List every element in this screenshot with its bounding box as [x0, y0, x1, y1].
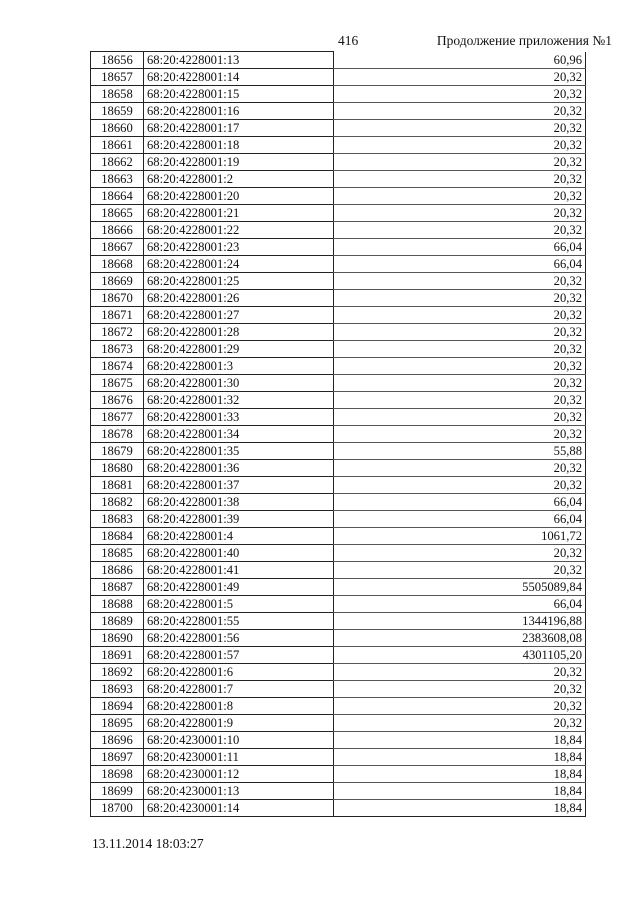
value-text: 20,32	[553, 699, 582, 713]
record-number: 18676	[91, 392, 144, 409]
table-row	[91, 137, 586, 154]
table-row	[91, 715, 586, 732]
table-row	[91, 324, 586, 341]
value-cell	[334, 783, 586, 800]
value-text: 66,04	[553, 597, 582, 611]
table-row	[91, 239, 586, 256]
registry-table-body	[91, 52, 586, 817]
table-row	[91, 494, 586, 511]
value-text: 66,04	[553, 240, 582, 254]
table-row	[91, 188, 586, 205]
value-text: 20,32	[553, 274, 582, 288]
cadastral-number: 68:20:4230001:12	[144, 766, 334, 783]
record-number: 18671	[91, 307, 144, 324]
record-number: 18666	[91, 222, 144, 239]
table-row	[91, 630, 586, 647]
value-text: 20,32	[553, 665, 582, 679]
table-row	[91, 766, 586, 783]
value-cell	[334, 409, 586, 426]
value-text: 20,32	[553, 155, 582, 169]
cadastral-number: 68:20:4228001:35	[144, 443, 334, 460]
cadastral-number: 68:20:4228001:21	[144, 205, 334, 222]
value-cell	[334, 426, 586, 443]
record-number: 18659	[91, 103, 144, 120]
cadastral-number: 68:20:4228001:20	[144, 188, 334, 205]
record-number: 18699	[91, 783, 144, 800]
table-row	[91, 103, 586, 120]
value-cell	[334, 103, 586, 120]
cadastral-number: 68:20:4228001:8	[144, 698, 334, 715]
value-text: 18,84	[553, 767, 582, 781]
value-cell	[334, 579, 586, 596]
value-cell	[334, 749, 586, 766]
record-number: 18657	[91, 69, 144, 86]
value-cell	[334, 613, 586, 630]
table-row	[91, 52, 586, 69]
value-cell	[334, 443, 586, 460]
cadastral-number: 68:20:4228001:14	[144, 69, 334, 86]
value-cell	[334, 647, 586, 664]
value-text: 20,32	[553, 478, 582, 492]
value-text: 60,96	[553, 52, 582, 67]
cadastral-number: 68:20:4228001:37	[144, 477, 334, 494]
value-cell	[334, 681, 586, 698]
value-cell	[334, 222, 586, 239]
table-row	[91, 205, 586, 222]
value-text: 20,32	[553, 716, 582, 730]
cadastral-number: 68:20:4228001:22	[144, 222, 334, 239]
cadastral-number: 68:20:4228001:16	[144, 103, 334, 120]
cadastral-number: 68:20:4228001:27	[144, 307, 334, 324]
value-cell	[334, 460, 586, 477]
record-number: 18692	[91, 664, 144, 681]
value-text: 20,32	[553, 410, 582, 424]
value-text: 5505089,84	[522, 580, 582, 594]
value-text: 20,32	[553, 563, 582, 577]
record-number: 18682	[91, 494, 144, 511]
record-number: 18668	[91, 256, 144, 273]
table-row	[91, 69, 586, 86]
table-row	[91, 222, 586, 239]
value-cell	[334, 392, 586, 409]
record-number: 18693	[91, 681, 144, 698]
value-cell	[334, 664, 586, 681]
cadastral-number: 68:20:4228001:28	[144, 324, 334, 341]
value-text: 66,04	[553, 257, 582, 271]
record-number: 18673	[91, 341, 144, 358]
value-cell	[334, 341, 586, 358]
table-row	[91, 511, 586, 528]
record-number: 18662	[91, 154, 144, 171]
value-cell	[334, 528, 586, 545]
record-number: 18665	[91, 205, 144, 222]
value-cell	[334, 137, 586, 154]
cadastral-number: 68:20:4228001:49	[144, 579, 334, 596]
record-number: 18691	[91, 647, 144, 664]
record-number: 18696	[91, 732, 144, 749]
record-number: 18661	[91, 137, 144, 154]
value-text: 20,32	[553, 546, 582, 560]
table-row	[91, 290, 586, 307]
record-number: 18680	[91, 460, 144, 477]
cadastral-number: 68:20:4228001:4	[144, 528, 334, 545]
cadastral-number: 68:20:4228001:9	[144, 715, 334, 732]
value-text: 20,32	[553, 121, 582, 135]
value-cell	[334, 766, 586, 783]
value-text: 66,04	[553, 495, 582, 509]
cadastral-number: 68:20:4228001:32	[144, 392, 334, 409]
cadastral-number: 68:20:4228001:38	[144, 494, 334, 511]
record-number: 18663	[91, 171, 144, 188]
table-row	[91, 477, 586, 494]
value-cell	[334, 154, 586, 171]
table-row	[91, 596, 586, 613]
cadastral-number: 68:20:4228001:19	[144, 154, 334, 171]
record-number: 18678	[91, 426, 144, 443]
cadastral-number: 68:20:4228001:25	[144, 273, 334, 290]
table-row	[91, 783, 586, 800]
record-number: 18685	[91, 545, 144, 562]
value-text: 20,32	[553, 206, 582, 220]
value-cell	[334, 375, 586, 392]
table-row	[91, 273, 586, 290]
table-row	[91, 375, 586, 392]
record-number: 18674	[91, 358, 144, 375]
footer-timestamp: 13.11.2014 18:03:27	[92, 836, 204, 851]
value-cell	[334, 273, 586, 290]
page-number: 416	[338, 33, 359, 48]
table-row	[91, 392, 586, 409]
table-row	[91, 460, 586, 477]
table-row	[91, 613, 586, 630]
cadastral-number: 68:20:4228001:57	[144, 647, 334, 664]
value-cell	[334, 290, 586, 307]
value-text: 20,32	[553, 189, 582, 203]
value-text: 20,32	[553, 427, 582, 441]
value-text: 18,84	[553, 733, 582, 747]
cadastral-number: 68:20:4230001:10	[144, 732, 334, 749]
cadastral-number: 68:20:4228001:15	[144, 86, 334, 103]
record-number: 18681	[91, 477, 144, 494]
value-text: 20,32	[553, 291, 582, 305]
table-row	[91, 528, 586, 545]
table-row	[91, 154, 586, 171]
value-cell	[334, 69, 586, 86]
value-text: 20,32	[553, 308, 582, 322]
value-text: 55,88	[553, 444, 582, 458]
table-row	[91, 86, 586, 103]
record-number: 18664	[91, 188, 144, 205]
value-text: 18,84	[553, 784, 582, 798]
cadastral-number: 68:20:4228001:56	[144, 630, 334, 647]
table-row	[91, 426, 586, 443]
value-cell	[334, 596, 586, 613]
cadastral-number: 68:20:4228001:26	[144, 290, 334, 307]
value-text: 20,32	[553, 87, 582, 101]
value-cell	[334, 511, 586, 528]
appendix-title: Продолжение приложения №1	[436, 33, 612, 48]
table-row	[91, 409, 586, 426]
record-number: 18689	[91, 613, 144, 630]
record-number: 18660	[91, 120, 144, 137]
value-text: 20,32	[553, 359, 582, 373]
cadastral-number: 68:20:4228001:23	[144, 239, 334, 256]
record-number: 18677	[91, 409, 144, 426]
value-cell	[334, 545, 586, 562]
record-number: 18675	[91, 375, 144, 392]
value-text: 20,32	[553, 172, 582, 186]
value-cell	[334, 715, 586, 732]
cadastral-number: 68:20:4228001:34	[144, 426, 334, 443]
value-text: 1061,72	[541, 529, 582, 543]
value-cell	[334, 477, 586, 494]
table-row	[91, 443, 586, 460]
cadastral-number: 68:20:4230001:11	[144, 749, 334, 766]
value-cell	[334, 86, 586, 103]
record-number: 18694	[91, 698, 144, 715]
table-row	[91, 256, 586, 273]
value-cell	[334, 800, 586, 817]
value-cell	[334, 239, 586, 256]
cadastral-number: 68:20:4230001:13	[144, 783, 334, 800]
value-text: 20,32	[553, 70, 582, 84]
cadastral-number: 68:20:4228001:6	[144, 664, 334, 681]
value-text: 2383608,08	[522, 631, 582, 645]
table-row	[91, 800, 586, 817]
table-row	[91, 579, 586, 596]
cadastral-number: 68:20:4228001:30	[144, 375, 334, 392]
value-text: 1344196,88	[522, 614, 582, 628]
cadastral-number: 68:20:4228001:17	[144, 120, 334, 137]
value-text: 4301105,20	[522, 648, 582, 662]
cadastral-number: 68:20:4228001:5	[144, 596, 334, 613]
cadastral-number: 68:20:4228001:29	[144, 341, 334, 358]
record-number: 18670	[91, 290, 144, 307]
table-row	[91, 120, 586, 137]
value-text: 20,32	[553, 376, 582, 390]
record-number: 18658	[91, 86, 144, 103]
table-row	[91, 681, 586, 698]
cadastral-number: 68:20:4228001:55	[144, 613, 334, 630]
cadastral-number: 68:20:4228001:41	[144, 562, 334, 579]
record-number: 18679	[91, 443, 144, 460]
value-cell	[334, 732, 586, 749]
table-row	[91, 545, 586, 562]
value-cell	[334, 307, 586, 324]
value-text: 20,32	[553, 393, 582, 407]
value-text: 20,32	[553, 104, 582, 118]
value-cell	[334, 205, 586, 222]
value-cell	[334, 324, 586, 341]
record-number: 18687	[91, 579, 144, 596]
value-cell	[334, 358, 586, 375]
cadastral-number: 68:20:4228001:24	[144, 256, 334, 273]
value-text: 20,32	[553, 325, 582, 339]
value-text: 20,32	[553, 223, 582, 237]
record-number: 18697	[91, 749, 144, 766]
record-number: 18684	[91, 528, 144, 545]
record-number: 18667	[91, 239, 144, 256]
value-cell	[334, 188, 586, 205]
record-number: 18688	[91, 596, 144, 613]
value-cell	[334, 256, 586, 273]
value-cell	[334, 171, 586, 188]
cadastral-number: 68:20:4228001:3	[144, 358, 334, 375]
record-number: 18698	[91, 766, 144, 783]
record-number: 18695	[91, 715, 144, 732]
value-cell	[334, 698, 586, 715]
cadastral-number: 68:20:4230001:14	[144, 800, 334, 817]
record-number: 18690	[91, 630, 144, 647]
value-text: 18,84	[553, 801, 582, 815]
value-text: 18,84	[553, 750, 582, 764]
value-text: 66,04	[553, 512, 582, 526]
value-text: 20,32	[553, 138, 582, 152]
record-number: 18672	[91, 324, 144, 341]
table-row	[91, 749, 586, 766]
table-row	[91, 647, 586, 664]
table-row	[91, 358, 586, 375]
registry-table	[90, 51, 586, 817]
table-row	[91, 307, 586, 324]
value-cell	[334, 52, 586, 69]
value-text: 20,32	[553, 342, 582, 356]
value-cell	[334, 494, 586, 511]
table-row	[91, 562, 586, 579]
table-row	[91, 341, 586, 358]
cadastral-number: 68:20:4228001:7	[144, 681, 334, 698]
record-number: 18700	[91, 800, 144, 817]
value-text: 20,32	[553, 682, 582, 696]
record-number: 18656	[91, 52, 144, 69]
value-text: 20,32	[553, 461, 582, 475]
table-row	[91, 171, 586, 188]
cadastral-number: 68:20:4228001:2	[144, 171, 334, 188]
record-number: 18669	[91, 273, 144, 290]
table-row	[91, 664, 586, 681]
record-number: 18686	[91, 562, 144, 579]
cadastral-number: 68:20:4228001:36	[144, 460, 334, 477]
value-cell	[334, 120, 586, 137]
cadastral-number: 68:20:4228001:13	[144, 52, 334, 69]
cadastral-number: 68:20:4228001:18	[144, 137, 334, 154]
record-number: 18683	[91, 511, 144, 528]
cadastral-number: 68:20:4228001:40	[144, 545, 334, 562]
page-header	[0, 33, 640, 51]
table-row	[91, 698, 586, 715]
table-row	[91, 732, 586, 749]
cadastral-number: 68:20:4228001:39	[144, 511, 334, 528]
value-cell	[334, 630, 586, 647]
value-cell	[334, 562, 586, 579]
cadastral-number: 68:20:4228001:33	[144, 409, 334, 426]
